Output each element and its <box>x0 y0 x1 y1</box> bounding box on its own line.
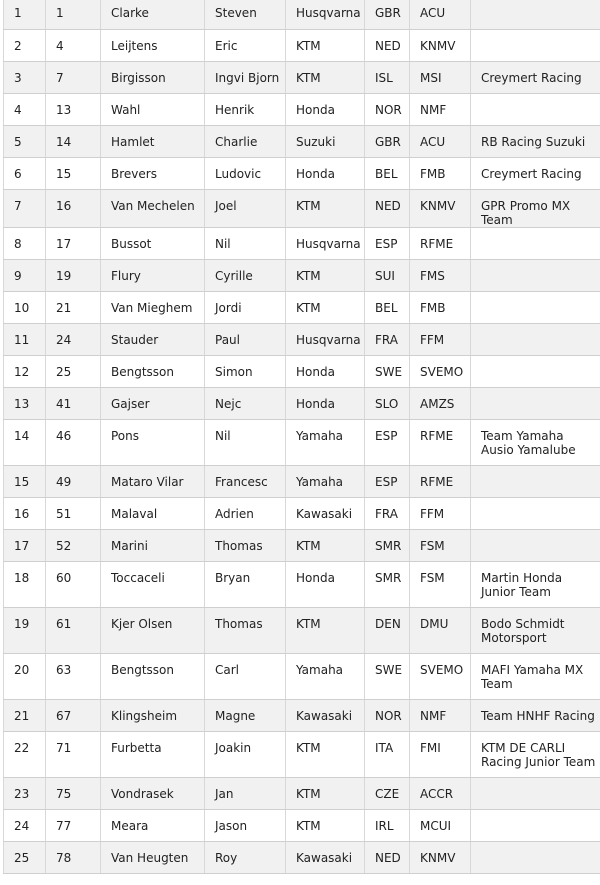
federation-cell: FMS <box>410 259 471 291</box>
table-row <box>4 731 600 777</box>
table-row <box>4 157 600 189</box>
table-row <box>4 61 600 93</box>
position-cell: 5 <box>4 125 46 157</box>
nationality-cell: ITA <box>365 731 410 777</box>
table-row <box>4 607 600 653</box>
rider-number-cell: 19 <box>46 259 101 291</box>
last-name-cell: Mataro Vilar <box>101 465 205 497</box>
nationality-cell: SWE <box>365 653 410 699</box>
first-name-cell: Eric <box>205 29 286 61</box>
table-row <box>4 561 600 607</box>
position-cell: 9 <box>4 259 46 291</box>
rider-number-cell: 17 <box>46 227 101 259</box>
position-cell: 13 <box>4 387 46 419</box>
last-name-cell: Van Heugten <box>101 841 205 873</box>
nationality-cell: SUI <box>365 259 410 291</box>
nationality-cell: ESP <box>365 419 410 465</box>
position-cell: 3 <box>4 61 46 93</box>
first-name-cell: Cyrille <box>205 259 286 291</box>
team-cell <box>471 291 600 323</box>
last-name-cell: Van Mieghem <box>101 291 205 323</box>
nationality-cell: ISL <box>365 61 410 93</box>
nationality-cell: BEL <box>365 157 410 189</box>
first-name-cell: Thomas <box>205 607 286 653</box>
rider-number-cell: 61 <box>46 607 101 653</box>
motorcycle-brand-cell: Honda <box>286 387 365 419</box>
first-name-cell: Simon <box>205 355 286 387</box>
first-name-cell: Francesc <box>205 465 286 497</box>
last-name-cell: Toccaceli <box>101 561 205 607</box>
position-cell: 23 <box>4 777 46 809</box>
rider-number-cell: 78 <box>46 841 101 873</box>
federation-cell: NMF <box>410 699 471 731</box>
position-cell: 1 <box>4 0 46 29</box>
first-name-cell: Magne <box>205 699 286 731</box>
rider-number-cell: 16 <box>46 189 101 227</box>
federation-cell: FSM <box>410 529 471 561</box>
table-row <box>4 227 600 259</box>
rider-number-cell: 21 <box>46 291 101 323</box>
federation-cell: SVEMO <box>410 355 471 387</box>
nationality-cell: FRA <box>365 323 410 355</box>
team-cell <box>471 259 600 291</box>
last-name-cell: Van Mechelen <box>101 189 205 227</box>
position-cell: 11 <box>4 323 46 355</box>
federation-cell: KNMV <box>410 841 471 873</box>
last-name-cell: Bussot <box>101 227 205 259</box>
rider-number-cell: 1 <box>46 0 101 29</box>
rider-number-cell: 60 <box>46 561 101 607</box>
table-row <box>4 29 600 61</box>
motorcycle-brand-cell: Yamaha <box>286 465 365 497</box>
table-row <box>4 323 600 355</box>
nationality-cell: SMR <box>365 561 410 607</box>
team-cell: Bodo Schmidt Motorsport <box>471 607 600 653</box>
team-cell: Team Yamaha Ausio Yamalube <box>471 419 600 465</box>
federation-cell: ACU <box>410 125 471 157</box>
last-name-cell: Flury <box>101 259 205 291</box>
team-cell <box>471 529 600 561</box>
federation-cell: ACCR <box>410 777 471 809</box>
rider-number-cell: 4 <box>46 29 101 61</box>
position-cell: 15 <box>4 465 46 497</box>
table-row <box>4 465 600 497</box>
federation-cell: MSI <box>410 61 471 93</box>
last-name-cell: Bengtsson <box>101 355 205 387</box>
federation-cell: RFME <box>410 419 471 465</box>
motorcycle-brand-cell: KTM <box>286 607 365 653</box>
first-name-cell: Jason <box>205 809 286 841</box>
position-cell: 21 <box>4 699 46 731</box>
team-cell: Team HNHF Racing <box>471 699 600 731</box>
motorcycle-brand-cell: Honda <box>286 355 365 387</box>
first-name-cell: Adrien <box>205 497 286 529</box>
last-name-cell: Clarke <box>101 0 205 29</box>
federation-cell: FMB <box>410 291 471 323</box>
motorcycle-brand-cell: KTM <box>286 189 365 227</box>
first-name-cell: Nejc <box>205 387 286 419</box>
motorcycle-brand-cell: KTM <box>286 291 365 323</box>
rider-number-cell: 14 <box>46 125 101 157</box>
team-cell <box>471 387 600 419</box>
rider-number-cell: 75 <box>46 777 101 809</box>
team-cell <box>471 777 600 809</box>
first-name-cell: Nil <box>205 227 286 259</box>
last-name-cell: Hamlet <box>101 125 205 157</box>
team-cell <box>471 355 600 387</box>
first-name-cell: Ludovic <box>205 157 286 189</box>
last-name-cell: Wahl <box>101 93 205 125</box>
team-cell: MAFI Yamaha MX Team <box>471 653 600 699</box>
first-name-cell: Ingvi Bjorn <box>205 61 286 93</box>
rider-number-cell: 25 <box>46 355 101 387</box>
motorcycle-brand-cell: KTM <box>286 61 365 93</box>
motorcycle-brand-cell: KTM <box>286 809 365 841</box>
nationality-cell: SLO <box>365 387 410 419</box>
table-row <box>4 189 600 227</box>
nationality-cell: NED <box>365 841 410 873</box>
position-cell: 10 <box>4 291 46 323</box>
position-cell: 25 <box>4 841 46 873</box>
federation-cell: SVEMO <box>410 653 471 699</box>
team-cell <box>471 809 600 841</box>
motorcycle-brand-cell: KTM <box>286 529 365 561</box>
first-name-cell: Henrik <box>205 93 286 125</box>
last-name-cell: Bengtsson <box>101 653 205 699</box>
federation-cell: FFM <box>410 323 471 355</box>
nationality-cell: NOR <box>365 93 410 125</box>
table-row <box>4 419 600 465</box>
federation-cell: ACU <box>410 0 471 29</box>
team-cell <box>471 93 600 125</box>
position-cell: 4 <box>4 93 46 125</box>
rider-number-cell: 49 <box>46 465 101 497</box>
nationality-cell: NED <box>365 29 410 61</box>
federation-cell: MCUI <box>410 809 471 841</box>
position-cell: 22 <box>4 731 46 777</box>
table-row <box>4 653 600 699</box>
nationality-cell: CZE <box>365 777 410 809</box>
rider-number-cell: 24 <box>46 323 101 355</box>
motorcycle-brand-cell: Yamaha <box>286 653 365 699</box>
last-name-cell: Birgisson <box>101 61 205 93</box>
rider-number-cell: 71 <box>46 731 101 777</box>
first-name-cell: Bryan <box>205 561 286 607</box>
team-cell: GPR Promo MX Team <box>471 189 600 227</box>
team-cell: RB Racing Suzuki <box>471 125 600 157</box>
motorcycle-brand-cell: Yamaha <box>286 419 365 465</box>
position-cell: 18 <box>4 561 46 607</box>
last-name-cell: Furbetta <box>101 731 205 777</box>
last-name-cell: Brevers <box>101 157 205 189</box>
motorcycle-brand-cell: Kawasaki <box>286 497 365 529</box>
federation-cell: KNMV <box>410 189 471 227</box>
federation-cell: FFM <box>410 497 471 529</box>
table-row <box>4 93 600 125</box>
position-cell: 16 <box>4 497 46 529</box>
first-name-cell: Joakin <box>205 731 286 777</box>
federation-cell: NMF <box>410 93 471 125</box>
last-name-cell: Vondrasek <box>101 777 205 809</box>
first-name-cell: Nil <box>205 419 286 465</box>
position-cell: 24 <box>4 809 46 841</box>
team-cell: Creymert Racing <box>471 157 600 189</box>
first-name-cell: Jordi <box>205 291 286 323</box>
motorcycle-brand-cell: KTM <box>286 29 365 61</box>
last-name-cell: Meara <box>101 809 205 841</box>
nationality-cell: ESP <box>365 465 410 497</box>
nationality-cell: SMR <box>365 529 410 561</box>
nationality-cell: GBR <box>365 0 410 29</box>
first-name-cell: Jan <box>205 777 286 809</box>
team-cell <box>471 497 600 529</box>
team-cell <box>471 29 600 61</box>
rider-number-cell: 51 <box>46 497 101 529</box>
motorcycle-brand-cell: KTM <box>286 259 365 291</box>
nationality-cell: BEL <box>365 291 410 323</box>
first-name-cell: Steven <box>205 0 286 29</box>
federation-cell: AMZS <box>410 387 471 419</box>
first-name-cell: Joel <box>205 189 286 227</box>
last-name-cell: Klingsheim <box>101 699 205 731</box>
table-row <box>4 0 600 29</box>
motorcycle-brand-cell: KTM <box>286 777 365 809</box>
table-row <box>4 355 600 387</box>
team-cell: Martin Honda Junior Team <box>471 561 600 607</box>
position-cell: 14 <box>4 419 46 465</box>
table-row <box>4 699 600 731</box>
table-row <box>4 841 600 873</box>
federation-cell: RFME <box>410 465 471 497</box>
table-row <box>4 291 600 323</box>
rider-number-cell: 7 <box>46 61 101 93</box>
motorcycle-brand-cell: Husqvarna <box>286 0 365 29</box>
first-name-cell: Carl <box>205 653 286 699</box>
team-cell <box>471 323 600 355</box>
motorcycle-brand-cell: Husqvarna <box>286 227 365 259</box>
team-cell <box>471 0 600 29</box>
position-cell: 17 <box>4 529 46 561</box>
table-row <box>4 125 600 157</box>
nationality-cell: IRL <box>365 809 410 841</box>
last-name-cell: Pons <box>101 419 205 465</box>
nationality-cell: ESP <box>365 227 410 259</box>
last-name-cell: Gajser <box>101 387 205 419</box>
position-cell: 12 <box>4 355 46 387</box>
motorcycle-brand-cell: Honda <box>286 561 365 607</box>
federation-cell: KNMV <box>410 29 471 61</box>
first-name-cell: Roy <box>205 841 286 873</box>
federation-cell: RFME <box>410 227 471 259</box>
team-cell <box>471 465 600 497</box>
first-name-cell: Paul <box>205 323 286 355</box>
table-row <box>4 259 600 291</box>
rider-number-cell: 13 <box>46 93 101 125</box>
motorcycle-brand-cell: Kawasaki <box>286 841 365 873</box>
table-row <box>4 777 600 809</box>
last-name-cell: Stauder <box>101 323 205 355</box>
table-row <box>4 387 600 419</box>
motorcycle-brand-cell: Honda <box>286 93 365 125</box>
rider-number-cell: 46 <box>46 419 101 465</box>
motorcycle-brand-cell: KTM <box>286 731 365 777</box>
nationality-cell: DEN <box>365 607 410 653</box>
team-cell: KTM DE CARLI Racing Junior Team <box>471 731 600 777</box>
last-name-cell: Malaval <box>101 497 205 529</box>
position-cell: 2 <box>4 29 46 61</box>
motorcycle-brand-cell: Kawasaki <box>286 699 365 731</box>
nationality-cell: NED <box>365 189 410 227</box>
position-cell: 8 <box>4 227 46 259</box>
motorcycle-brand-cell: Suzuki <box>286 125 365 157</box>
rider-number-cell: 41 <box>46 387 101 419</box>
federation-cell: DMU <box>410 607 471 653</box>
nationality-cell: SWE <box>365 355 410 387</box>
table-row <box>4 497 600 529</box>
last-name-cell: Marini <box>101 529 205 561</box>
motorcycle-brand-cell: Husqvarna <box>286 323 365 355</box>
entry-list-table <box>3 0 600 874</box>
federation-cell: FSM <box>410 561 471 607</box>
rider-number-cell: 15 <box>46 157 101 189</box>
rider-number-cell: 67 <box>46 699 101 731</box>
table-row <box>4 809 600 841</box>
position-cell: 7 <box>4 189 46 227</box>
team-cell <box>471 227 600 259</box>
rider-number-cell: 52 <box>46 529 101 561</box>
table-row <box>4 529 600 561</box>
rider-number-cell: 63 <box>46 653 101 699</box>
position-cell: 6 <box>4 157 46 189</box>
team-cell: Creymert Racing <box>471 61 600 93</box>
team-cell <box>471 841 600 873</box>
federation-cell: FMB <box>410 157 471 189</box>
position-cell: 19 <box>4 607 46 653</box>
federation-cell: FMI <box>410 731 471 777</box>
last-name-cell: Leijtens <box>101 29 205 61</box>
motorcycle-brand-cell: Honda <box>286 157 365 189</box>
position-cell: 20 <box>4 653 46 699</box>
first-name-cell: Thomas <box>205 529 286 561</box>
rider-number-cell: 77 <box>46 809 101 841</box>
first-name-cell: Charlie <box>205 125 286 157</box>
last-name-cell: Kjer Olsen <box>101 607 205 653</box>
nationality-cell: FRA <box>365 497 410 529</box>
nationality-cell: NOR <box>365 699 410 731</box>
nationality-cell: GBR <box>365 125 410 157</box>
